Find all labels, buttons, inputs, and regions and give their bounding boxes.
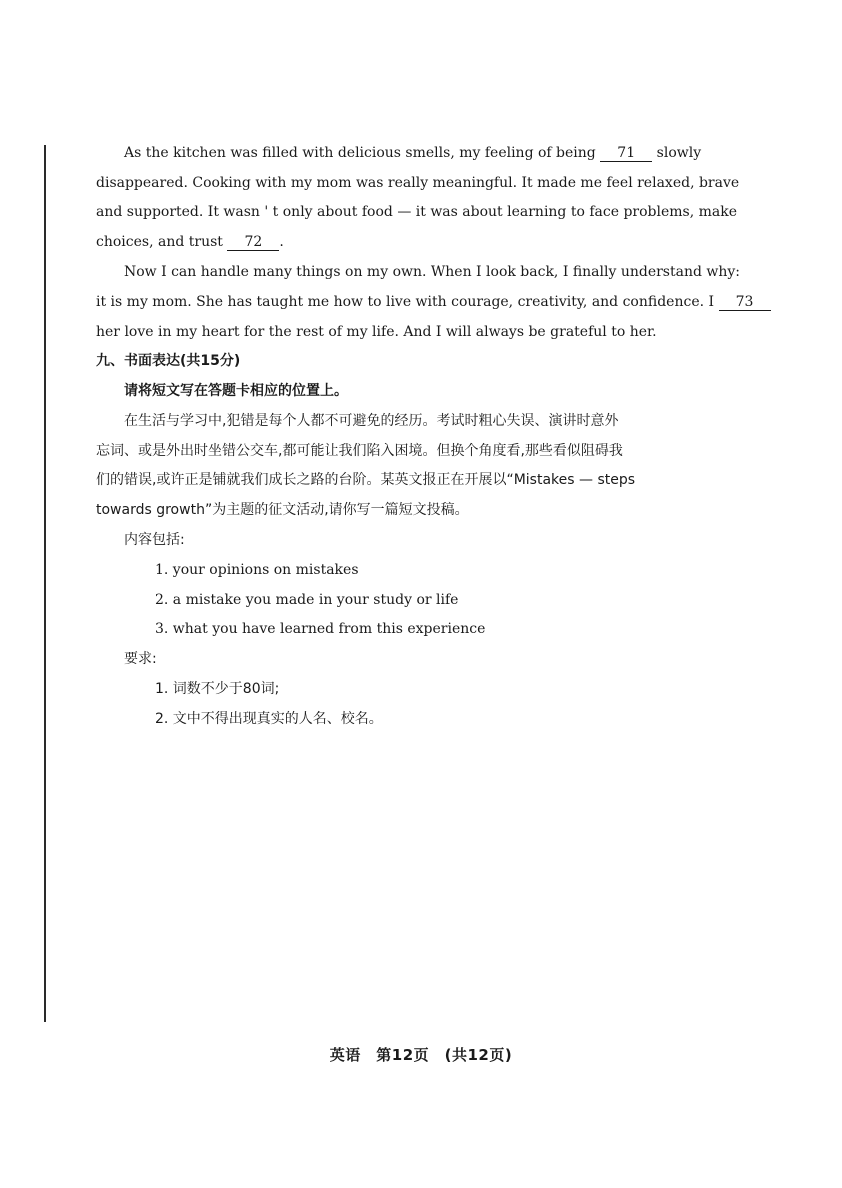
passage-text: choices, and trust — [96, 234, 223, 250]
prompt-line: 在生活与学习中,犯错是每个人都不可避免的经历。考试时粗心失误、演讲时意外 — [124, 413, 619, 429]
passage-text: As the kitchen was filled with delicious smells, my feeling of being — [124, 145, 596, 161]
prompt-line: 们的错误,或许正是铺就我们成长之路的台阶。某英文报正在开展以“Mistakes — steps — [96, 472, 636, 488]
passage-text: . — [279, 234, 284, 250]
content-item: 2. a mistake you made in your study or life — [155, 592, 459, 608]
passage-line: and supported. It wasn ' t only about food — it was about learning to face problems, make — [96, 204, 738, 220]
content-item: 1. your opinions on mistakes — [155, 562, 359, 578]
section-title: 九、书面表达(共15分) — [96, 353, 241, 369]
binding-margin-line — [44, 145, 46, 1022]
blank-72: 72 — [227, 234, 279, 251]
prompt-line: 忘词、或是外出时坐错公交车,都可能让我们陷入困境。但换个角度看,那些看似阻碍我 — [96, 443, 623, 459]
passage-line: her love in my heart for the rest of my life. And I will always be grateful to her. — [96, 324, 657, 340]
instruction: 请将短文写在答题卡相应的位置上。 — [124, 383, 348, 399]
passage-line: disappeared. Cooking with my mom was really meaningful. It made me feel relaxed, brave — [96, 175, 740, 191]
passage-line — [124, 144, 701, 162]
passage-text: it is my mom. She has taught me how to live with courage, creativity, and confidence. I — [96, 294, 715, 310]
passage-text: slowly — [656, 145, 702, 161]
blank-73: 73 — [719, 294, 771, 311]
prompt-line: towards growth”为主题的征文活动,请你写一篇短文投稿。 — [96, 502, 469, 518]
blank-71: 71 — [600, 145, 652, 162]
content-item: 3. what you have learned from this experience — [155, 621, 486, 637]
requirements-label: 要求: — [124, 651, 157, 667]
content-label: 内容包括: — [124, 532, 185, 548]
requirement-item: 1. 词数不少于80词; — [155, 681, 280, 697]
passage-line: Now I can handle many things on my own. When I look back, I finally understand why: — [124, 264, 741, 280]
passage-line — [96, 293, 771, 311]
passage-line — [96, 233, 284, 251]
requirement-item: 2. 文中不得出现真实的人名、校名。 — [155, 711, 383, 727]
page-footer: 英语 第12页 (共12页) — [329, 1046, 513, 1064]
